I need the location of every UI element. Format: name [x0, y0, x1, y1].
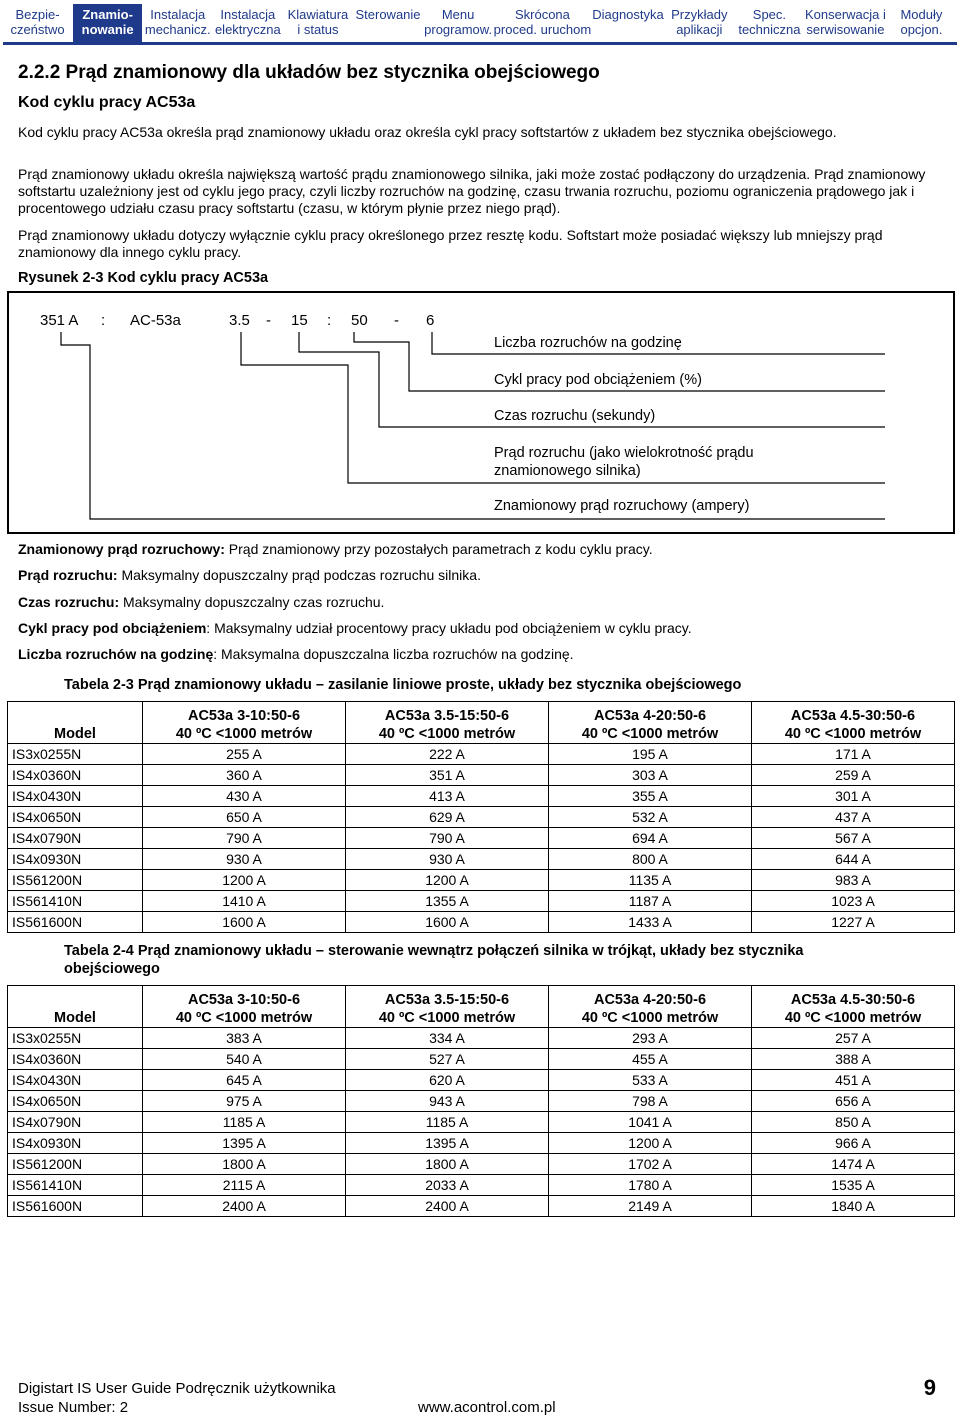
section-subtitle: Kod cyklu pracy AC53a [18, 94, 196, 111]
definition-starts-per-hour: Liczba rozruchów na godzinę: Maksymalna dopuszczalna liczba rozruchów na godzinę. [18, 646, 574, 662]
section-title: 2.2.2 Prąd znamionowy dla układów bez stycznika obejściowego [18, 62, 600, 83]
table-header-col3: AC53a 4-20:50-6 40 ºC <1000 metrów [549, 702, 752, 744]
table-row: IS4x0360N 540 A 527 A 455 A 388 A [8, 1049, 955, 1070]
code-rated-current: 351 A [40, 312, 79, 329]
nav-tab-electrical-installation[interactable]: Instalacja elektryczna [213, 4, 283, 42]
table-header-col1: AC53a 3-10:50-6 40 ºC <1000 metrów [143, 986, 346, 1028]
table1-caption: Tabela 2-3 Prąd znamionowy układu – zasilanie liniowe proste, układy bez stycznika obejściowego [64, 677, 742, 693]
figure-caption: Rysunek 2-3 Kod cyklu pracy AC53a [18, 270, 269, 286]
table-header-col1: AC53a 3-10:50-6 40 ºC <1000 metrów [143, 702, 346, 744]
table-header-model: Model [8, 702, 143, 744]
table-row: IS4x0930N 930 A 930 A 800 A 644 A [8, 849, 955, 870]
nav-divider [3, 42, 957, 45]
code-starts-per-hour: 6 [426, 312, 435, 329]
table2-caption: Tabela 2-4 Prąd znamionowy układu – sterowanie wewnątrz połączeń silnika w trójkąt, układy bez stycznika obejściowego [64, 943, 804, 977]
footer-website-link[interactable]: www.acontrol.com.pl [418, 1399, 556, 1416]
duty-code-diagram [7, 291, 955, 534]
table-header-model: Model [8, 986, 143, 1028]
page-number: 9 [923, 1375, 936, 1400]
table-row: IS561600N 1600 A 1600 A 1433 A 1227 A [8, 912, 955, 933]
table-row: IS4x0790N 790 A 790 A 694 A 567 A [8, 828, 955, 849]
table-row: IS4x0790N 1185 A 1185 A 1041 A 850 A [8, 1112, 955, 1133]
footer-guide-title: Digistart IS User Guide Podręcznik użytkownika [18, 1380, 336, 1397]
label-start-current: Prąd rozruchu (jako wielokrotność prądu [494, 445, 754, 461]
nav-tab-maintenance[interactable]: Konserwacja i serwisowanie [805, 4, 887, 42]
code-separator: : [101, 312, 106, 329]
footer-issue-number: Issue Number: 2 [18, 1399, 129, 1416]
top-navigation [3, 4, 957, 42]
table-row: IS4x0930N 1395 A 1395 A 1200 A 966 A [8, 1133, 955, 1154]
table-header-col4: AC53a 4.5-30:50-6 40 ºC <1000 metrów [752, 702, 955, 744]
code-on-load-duty: 50 [351, 312, 368, 329]
code-start-current: 3.5 [229, 312, 250, 329]
table2-inside-delta [7, 985, 955, 1217]
table-header-col3: AC53a 4-20:50-6 40 ºC <1000 metrów [549, 986, 752, 1028]
table-row: IS561200N 1200 A 1200 A 1135 A 983 A [8, 870, 955, 891]
cycle-paragraph: Prąd znamionowy układu dotyczy wyłącznie cyklu pracy określonego przez resztę kodu. Softstart może posiadać większy lub mniejszy prąd znamionowy dla innego cyklu pracy. [18, 227, 883, 260]
nav-tab-diagnostics[interactable]: Diagnostyka [592, 4, 665, 42]
intro-paragraph: Kod cyklu pracy AC53a określa prąd znamionowy układu oraz określa cykl pracy softstartów z układem bez stycznika obejściowego. [18, 124, 837, 140]
label-start-current-cont: znamionowego silnika) [494, 463, 641, 479]
nav-tab-quick-setup[interactable]: Skrócona proced. uruchom [494, 4, 593, 42]
nav-tab-application-examples[interactable]: Przykłady aplikacji [665, 4, 735, 42]
code-dash: - [266, 312, 271, 329]
table-row: IS4x0430N 645 A 620 A 533 A 451 A [8, 1070, 955, 1091]
definition-start-current: Prąd rozruchu: Maksymalny dopuszczalny prąd podczas rozruchu silnika. [18, 567, 481, 583]
rating-paragraph: Prąd znamionowy układu określa największą wartość prądu znamionowego silnika, jaki może zostać podłączony do urządzenia. Prąd znamionowy softstartu uzależniony jest od cyklu jego pracy, czyli liczby rozruchów na godzinę, czasu trwania rozruchu, poziomu ograniczenia prądowego jak i procentowego udziału czasu pracy softstartu (czasu, w którym płynie przez niego prąd). [18, 166, 926, 216]
code-separator-2: : [327, 312, 332, 329]
table-row: IS561200N 1800 A 1800 A 1702 A 1474 A [8, 1154, 955, 1175]
code-start-time: 15 [291, 312, 308, 329]
nav-tab-ratings[interactable]: Znamio- nowanie [73, 4, 143, 42]
table-header-col2: AC53a 3.5-15:50-6 40 ºC <1000 metrów [346, 986, 549, 1028]
label-rated-current: Znamionowy prąd rozruchowy (ampery) [494, 498, 750, 514]
nav-tab-safety[interactable]: Bezpie- czeństwo [3, 4, 73, 42]
nav-tab-programming-menu[interactable]: Menu programow. [424, 4, 494, 42]
table-header-row [8, 702, 955, 744]
table-row: IS561410N 2115 A 2033 A 1780 A 1535 A [8, 1175, 955, 1196]
label-starts-per-hour: Liczba rozruchów na godzinę [494, 335, 682, 351]
table-row: IS3x0255N 383 A 334 A 293 A 257 A [8, 1028, 955, 1049]
table-row: IS4x0650N 650 A 629 A 532 A 437 A [8, 807, 955, 828]
definition-on-load-duty: Cykl pracy pod obciążeniem: Maksymalny udział procentowy pracy układu pod obciążeniem w cyklu pracy. [18, 620, 692, 636]
table-header-col4: AC53a 4.5-30:50-6 40 ºC <1000 metrów [752, 986, 955, 1028]
table-header-row [8, 986, 955, 1028]
code-utilisation-category: AC-53a [130, 312, 181, 329]
definition-rated-current: Znamionowy prąd rozruchowy: Prąd znamionowy przy pozostałych parametrach z kodu cyklu pracy. [18, 541, 653, 557]
code-dash-2: - [394, 312, 399, 329]
table-row: IS4x0360N 360 A 351 A 303 A 259 A [8, 765, 955, 786]
table-row: IS4x0430N 430 A 413 A 355 A 301 A [8, 786, 955, 807]
table-header-col2: AC53a 3.5-15:50-6 40 ºC <1000 metrów [346, 702, 549, 744]
nav-tab-optional-modules[interactable]: Moduły opcjon. [887, 4, 957, 42]
nav-tab-mechanical-installation[interactable]: Instalacja mechanicz. [143, 4, 213, 42]
label-on-load-duty: Cykl pracy pod obciążeniem (%) [494, 372, 702, 388]
label-start-time: Czas rozruchu (sekundy) [494, 408, 656, 424]
table-row: IS3x0255N 255 A 222 A 195 A 171 A [8, 744, 955, 765]
definition-start-time: Czas rozruchu: Maksymalny dopuszczalny czas rozruchu. [18, 594, 385, 610]
nav-tab-specifications[interactable]: Spec. techniczna [735, 4, 805, 42]
table-row: IS561600N 2400 A 2400 A 2149 A 1840 A [8, 1196, 955, 1217]
table-row: IS561410N 1410 A 1355 A 1187 A 1023 A [8, 891, 955, 912]
table-row: IS4x0650N 975 A 943 A 798 A 656 A [8, 1091, 955, 1112]
nav-tab-control[interactable]: Sterowanie [353, 4, 423, 42]
nav-tab-keypad-status[interactable]: Klawiatura i status [283, 4, 353, 42]
table1-direct-online [7, 701, 955, 933]
